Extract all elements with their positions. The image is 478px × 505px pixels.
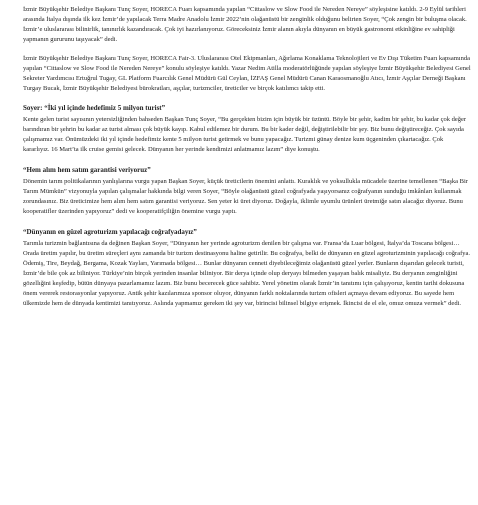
intro-paragraph: İzmir Büyükşehir Belediye Başkanı Tunç Soyer, HORECA Fuarı kapsamında yapılan “Cittaslow ve Slow Food ile Nereden Nereye” söyleşisine katıldı. 2-9 Eylül tarihleri arasında İtalya dışında ilk kez İzmir’de yapılacak Terra Madre Anadolu İzmir 2022’nin olağanüstü bir zenginlik olduğunu belirten Soyer, “Çok zengin bir buluşma olacak. İzmir’e uluslararası bilinirlik, tanınırlık kazandıracak. Çok iyi hazırlanıyoruz. Göreceksiniz İzmir alanın akıyla dünyanın en büyük gastronomi etkinliğine ev sahipliği yapmanın gururunu taşıyacak” dedi. xyxy=(23,6,467,43)
guarantee-paragraph: Dönemin tarım politikalarının yanlışlarına vurgu yapan Başkan Soyer, küçük üreticilerin önemini anlattı. Kuraklık ve yoksullukla mücadele üzerine temellenen “Başka Bir Tarım Mümkün” vizyonuyla yapılan çalışmalar hakkında bilgi veren Soyer, “Böyle olağanüstü güzel coğrafyada yaşıyorsanız coğrafyanın sunduğu imkânları kullanmak zorundasınız. Biz üreticimize hem alım hem satım garantisi veriyoruz. Sen yeter ki üret diyoruz. Doğayla, iklimle uyumlu ürünleri üretmiğe satın alacağız diyoruz. Bunu kooperatifler üzerinden yapıyoruz” dedi ve kooperatifçiliğin önemine vurgu yaptı. xyxy=(23,178,468,215)
section-heading-guarantee: “Hem alım hem satım garantisi veriyoruz” xyxy=(23,166,151,174)
section-heading-tourists: Soyer: “İki yıl içinde hedefimiz 5 milyon turist” xyxy=(23,104,166,112)
event-paragraph: İzmir Büyükşehir Belediye Başkanı Tunç Soyer, HORECA Fair-3. Uluslararası Otel Ekipmanları, Ağırlama Konaklama Teknolojileri ve Ev Dışı Tüketim Fuarı kapsamında yapılan “Cittaslow ve Slow Food ile Nereden Nereye” konulu söyleşiye katıldı. Yazar Nedim Atilla moderatörlüğünde yapılan söyleşiye İzmir Büyükşehir Belediyesi Genel Sekreter Yardımcısı Ertuğrul Tugay, GL Platform Fuarcılık Genel Müdürü Gül Ceylan, İZFAŞ Genel Müdürü Canan Karaosmanoğlu Atıcı, İzmir Aşçılar Derneği Başkanı Turgay Bucak, İzmir Büyükşehir Belediyesi bürokratları, aşçılar, turizmciler, üreticiler ve birçok katılımcı takip etti. xyxy=(23,55,471,92)
tourists-paragraph: Kente gelen turist sayısının yetersizliğinden bahseden Başkan Tunç Soyer, “Bu gerçekten bizim için büyük bir üzüntü. Böyle bir şehir, kadim bir şehir, bu kadar çok değer barındıran bir şehrin bu kadar az turist alması çok büyük kayıp. Kabul edilemez bir durum. Bu bir kader değil, değiştirilebilir bir şey. Biz bunu değiştireceğiz. Çok sayıda çalışmamız var. Önümüzdeki iki yıl içinde hedefimiz kente 5 milyon turist getirmek ve bunu yapacağız. Turizmi günay denize kum üçgeninden çıkartacağız. Çok kararlıyız. 16 Mart’ta ilk cruise gemisi gelecek. Dünyanın her yerinde kendimizi anlatmamız lazım” diye konuştu. xyxy=(23,116,467,153)
agrotourism-paragraph: Tarımla turizmin bağlantısına da değinen Başkan Soyer, “Dünyanın her yerinde agroturizm denilen bir çalışma var. Fransa’da Luar bölgesi, İtalya’da Toscana bölgesi… Orada üretim yapılır, bu üretim süreçleri aynı zamanda bir turizm destinasyonu haline getirilir. Bu coğrafya, belki de dünyanın en güzel agroturizminin yapılacağı coğrafya. Ödemiş, Tire, Beydağ, Bergama, Kozak Yayları, Yarımada bölgesi… Bunlar dünyanın cenneti diyebileceğimiz olağanüstü güzel yerler. Bunların dışarıdan gelecek turisti, İzmir’de bile çok az biliniyor. Türkiye’nin birçok yerinden insanlar biliniyor. Bir derya içinde olup deryayı bilmeden yaşayan balık misaliyiz. Bu deryanın zenginliğini gözellığini keşfedip, bütün dünyaya pazarlamamız lazım. Biz bunu becerecek güce sahibiz. Yerel yönetim olarak İzmir’in tanıtımı için çalışıyoruz, kentin tarihi dokusuna önem vererek restorasyonlar yapıyoruz. Antik şehir kazılarımıza sponsor oluyor, dünyanın farklı noktalarında turizm ofisleri açmaya devam ediyoruz. Bu sayede hem ülkemizde hem de dünyada kentimizi tanıtıyoruz. Aslında yapmamız gereken iki şey var, birincisi bilinsel bilgiye erişmek. İkincisi de el ele, omuz omuza vermek” dedi. xyxy=(23,240,471,307)
section-heading-agrotourism: “Dünyanın en güzel agroturizm yapılacağı coğrafyadayız” xyxy=(23,228,197,236)
